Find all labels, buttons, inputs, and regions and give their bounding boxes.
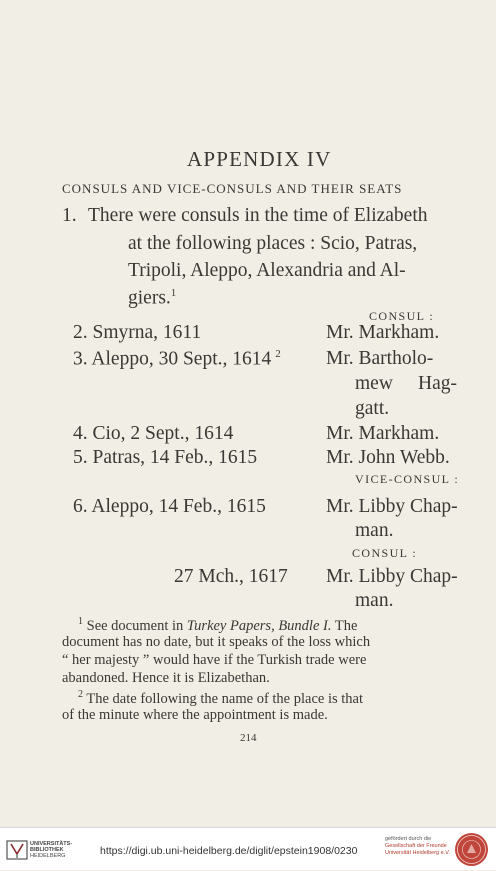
university-seal-icon <box>455 833 488 866</box>
funding-note: gefördert durch die Gesellschaft der Freunde Universität Heidelberg e.V. <box>385 836 450 856</box>
footnote-ref-2[interactable]: 2 <box>275 348 281 360</box>
footnote-1-line3: “ her majesty ” would have if the Turkish trade were <box>62 652 367 668</box>
appendix-title: APPENDIX IV <box>187 147 332 171</box>
entry6-person-line2: man. <box>355 520 394 541</box>
label-consul-2: CONSUL : <box>352 546 418 560</box>
footnote-1-line2: document has no date, but it speaks of the loss which <box>62 634 371 650</box>
entry1-line2: at the following places : Scio, Patras, <box>128 233 418 254</box>
entry1-number: 1. <box>62 205 77 226</box>
library-name: UNIVERSITÄTS- BIBLIOTHEK HEIDELBERG <box>30 841 73 859</box>
entry3-place: 3. Aleppo, 30 Sept., 1614 $^2$ <box>73 348 281 370</box>
entry3-person-line2: mew Hag- <box>355 373 457 394</box>
footnote-1-line4: abandoned. Hence it is Elizabethan. <box>62 670 270 686</box>
entry1-line4: giers.$^1$ <box>128 287 177 309</box>
entry1-line3: Tripoli, Aleppo, Alexandria and Al- <box>128 260 406 281</box>
footnote-ref-1[interactable]: 1 <box>170 287 177 299</box>
label-consul: CONSUL : <box>369 309 435 323</box>
entry3-person-line1: Mr. Bartholo- <box>326 348 434 369</box>
entry7-person-line1: Mr. Libby Chap- <box>326 566 458 587</box>
footnote-1-line1: $^1$ See document in Turkey Papers, Bundle I. The <box>78 616 358 634</box>
entry3-person-line3: gatt. <box>355 398 390 419</box>
entry6-person-line1: Mr. Libby Chap- <box>326 496 458 517</box>
entry5-place: 5. Patras, 14 Feb., 1615 <box>73 447 258 468</box>
entry2-person: Mr. Markham. <box>326 322 440 343</box>
entry2-place: 2. Smyrna, 1611 <box>73 322 202 343</box>
entry7-person-line2: man. <box>355 590 394 611</box>
digitization-footer <box>0 827 496 870</box>
page-number: 214 <box>240 732 257 744</box>
label-vice-consul: VICE-CONSUL : <box>355 472 460 486</box>
entry4-person: Mr. Markham. <box>326 423 440 444</box>
entry6-place: 6. Aleppo, 14 Feb., 1615 <box>73 496 266 517</box>
entry7-place: 27 Mch., 1617 <box>174 566 288 587</box>
university-library-logo-icon <box>6 838 28 862</box>
entry1-line1: There were consuls in the time of Elizabeth <box>88 205 428 226</box>
footnote-2-line1: $^2$ The date following the name of the place is that <box>78 689 363 707</box>
entry5-person: Mr. John Webb. <box>326 447 450 468</box>
entry4-place: 4. Cio, 2 Sept., 1614 <box>73 423 234 444</box>
footnote-2-line2: of the minute where the appointment is made. <box>62 707 328 723</box>
permalink-url[interactable]: https://digi.ub.uni-heidelberg.de/diglit/epstein1908/0230 <box>100 845 358 857</box>
appendix-subtitle: CONSULS AND VICE-CONSULS AND THEIR SEATS <box>62 181 403 196</box>
